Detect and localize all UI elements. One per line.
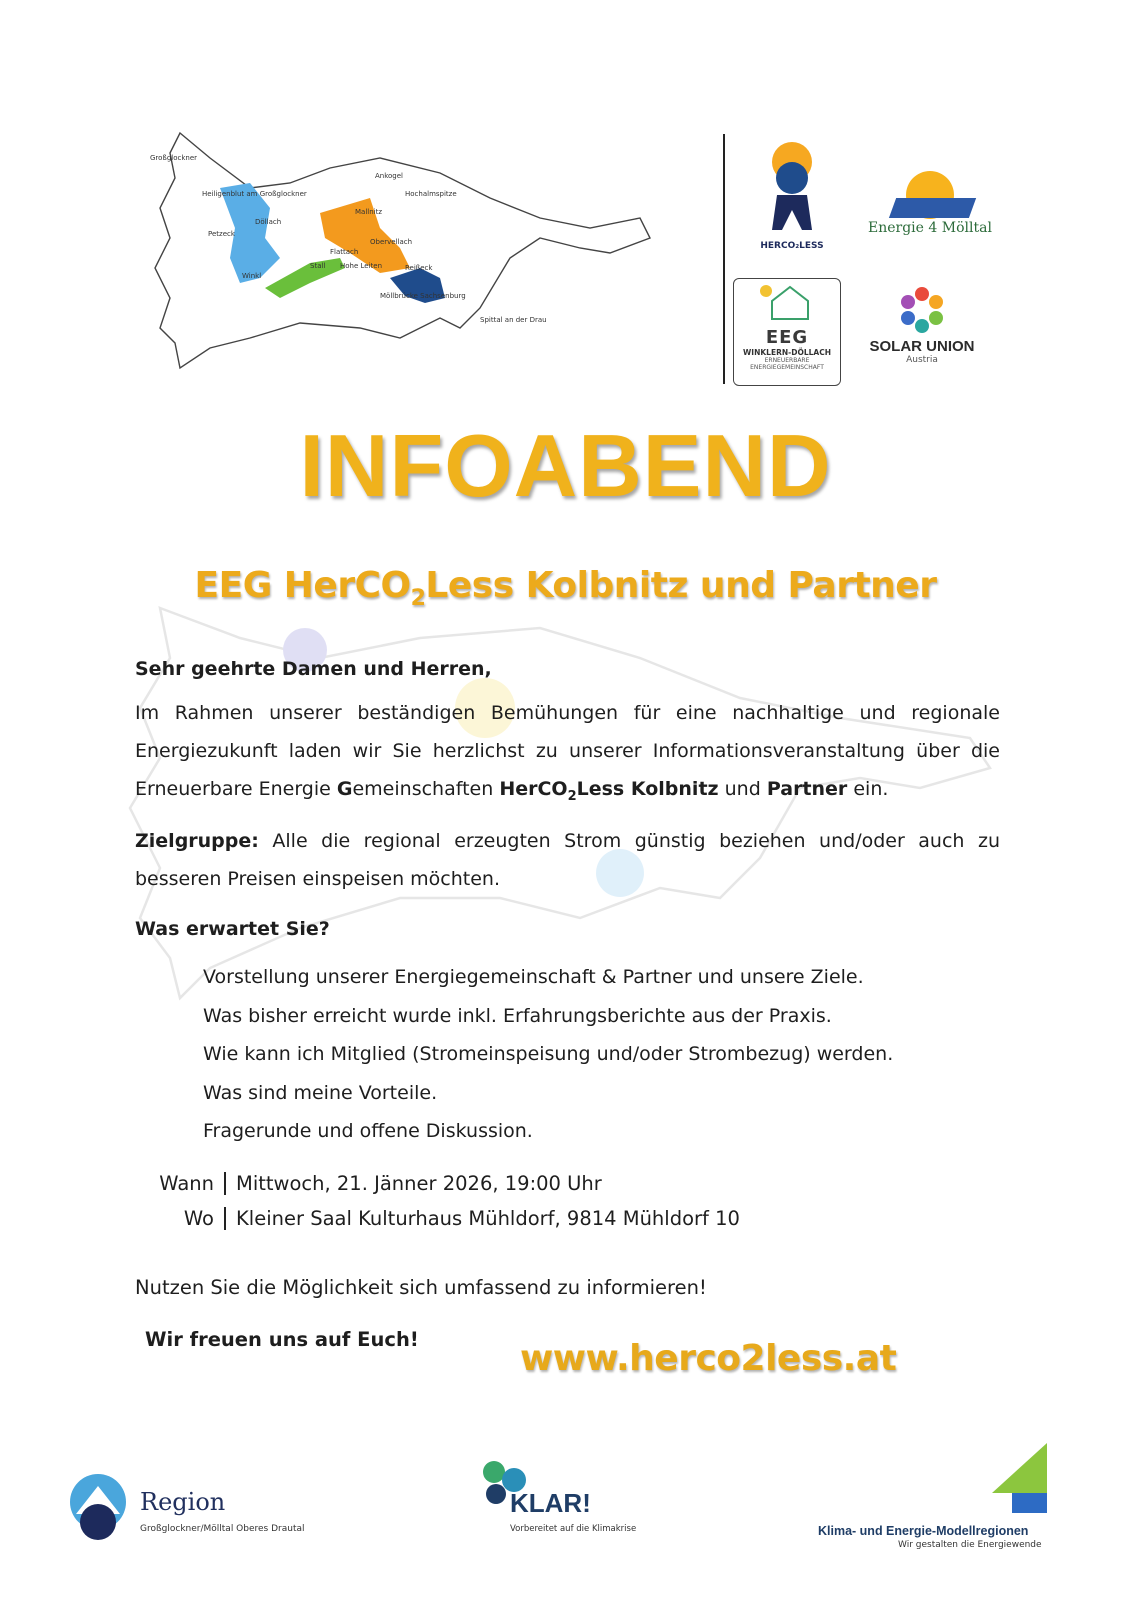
page-title: INFOABEND — [299, 416, 832, 515]
intro-text: ein. — [847, 778, 889, 800]
eeg-winklern-logo — [733, 278, 841, 386]
map-label: Obervellach — [370, 238, 413, 246]
map-label: Hochalmspitze — [405, 190, 457, 198]
map-area-green — [265, 258, 345, 298]
klar-title: KLAR! — [510, 1488, 591, 1518]
hercoless-logo — [752, 140, 832, 255]
map-label: Döllach — [255, 218, 282, 226]
website-link[interactable]: www.herco2less.at — [520, 1338, 897, 1379]
solar-union-logo — [862, 284, 982, 374]
map-label: Heiligenblut am Großglockner — [202, 190, 307, 198]
closing-text: Nutzen Sie die Möglichkeit sich umfassend zu informieren! — [135, 1276, 707, 1299]
eeg-name: WINKLERN-DÖLLACH — [743, 348, 831, 357]
map-label: Flattach — [330, 248, 359, 256]
when-row — [140, 1166, 740, 1201]
region-title: Region — [140, 1488, 226, 1516]
kem-sub: Wir gestalten die Energiewende — [898, 1540, 1042, 1550]
mountain-circle-icon — [68, 1474, 138, 1544]
flower-icon — [892, 284, 952, 334]
energie4moelltal-text: Energie 4 Mölltal — [868, 220, 992, 236]
where-row — [140, 1201, 740, 1236]
list-item: Vorstellung unserer Energiegemeinschaft & Partner und unsere Ziele. — [203, 966, 864, 988]
greeting-text: Wir freuen uns auf Euch! — [145, 1328, 419, 1351]
where-value: Kleiner Saal Kulturhaus Mühldorf, 9814 Mühldorf 10 — [236, 1207, 740, 1230]
subtitle-post: Less Kolbnitz und Partner — [425, 565, 937, 606]
region-logo — [68, 1470, 305, 1570]
target-group — [135, 822, 1000, 898]
house-icon — [752, 279, 822, 323]
map-label: Stall — [310, 262, 326, 270]
map-outline — [155, 133, 650, 368]
sun-solarpanel-icon — [840, 160, 1010, 220]
region-map — [140, 128, 660, 378]
where-label: Wo — [140, 1207, 226, 1230]
solar-union-text: SOLAR UNION — [869, 338, 975, 355]
energie4moelltal-logo — [840, 160, 1010, 260]
target-label: Zielgruppe: — [135, 830, 259, 852]
salutation: Sehr geehrte Damen und Herren, — [135, 658, 492, 680]
region-sub: Großglockner/Mölltal Oberes Drautal — [140, 1524, 305, 1534]
intro-text: emeinschaften — [352, 778, 500, 800]
solar-union-sub: Austria — [906, 355, 938, 365]
kem-logo — [810, 1438, 1060, 1558]
klar-sub: Vorbereitet auf die Klimakrise — [510, 1524, 637, 1534]
map-label: Petzeck — [208, 230, 235, 238]
map-label: Reißeck — [405, 264, 433, 272]
eeg-line2: ENERGIEGEMEINSCHAFT — [750, 364, 824, 371]
map-label: Mallnitz — [355, 208, 383, 216]
target-text: Alle die regional erzeugten Strom günstig beziehen und/oder auch zu besseren Preisen einspeisen möchten. — [135, 830, 1000, 890]
map-label: Hohe Leiten — [340, 262, 383, 270]
eeg-title: EEG — [765, 327, 809, 348]
intro-text: und — [718, 778, 767, 800]
subtitle-pre: EEG HerCO — [194, 565, 411, 606]
hercoless-figure-icon — [757, 140, 827, 235]
when-label: Wann — [140, 1172, 226, 1195]
klar-logo — [480, 1458, 650, 1548]
intro-bold-g: G — [336, 778, 353, 800]
list-item: Was bisher erreicht wurde inkl. Erfahrungsberichte aus der Praxis. — [203, 1004, 832, 1027]
org-sub: 2 — [567, 788, 577, 804]
map-label: Ankogel — [375, 172, 404, 180]
hercoless-caption: HERCO₂LESS — [760, 241, 824, 251]
when-value: Mittwoch, 21. Jänner 2026, 19:00 Uhr — [236, 1172, 602, 1195]
org-post: Less Kolbnitz — [576, 778, 719, 800]
list-item: Wie kann ich Mitglied (Stromeinspeisung und/oder Strombezug) werden. — [203, 1043, 894, 1065]
header-divider — [723, 134, 725, 384]
map-label: Möllbrücke Sachsenburg — [380, 292, 466, 300]
subtitle-sub: 2 — [410, 586, 426, 612]
list-item: Fragerunde und offene Diskussion. — [203, 1120, 533, 1142]
org-name — [499, 778, 719, 804]
partner-word: Partner — [766, 778, 848, 800]
intro-text: Im Rahmen unserer beständigen Bemühungen für eine nachhaltige und regionale Energiezukunft laden wir Sie herzlichst zu unserer Informationsveranstaltung über die Erneuerbare Energie — [135, 702, 1000, 800]
expect-list — [203, 958, 983, 1151]
kem-title: Klima- und Energie-Modellregionen — [818, 1524, 1029, 1538]
list-item: Was sind meine Vorteile. — [203, 1081, 438, 1104]
expect-heading: Was erwartet Sie? — [135, 918, 330, 940]
when-where-block — [140, 1166, 740, 1236]
org-pre: HerCO — [499, 778, 568, 800]
eeg-line1: ERNEUERBARE — [764, 357, 810, 364]
map-label: Winkl — [242, 272, 262, 280]
map-label: Großglockner — [150, 154, 198, 162]
map-label: Spittal an der Drau — [480, 316, 547, 324]
intro-paragraph — [135, 694, 1000, 816]
kem-triangle-icon — [982, 1438, 1052, 1518]
